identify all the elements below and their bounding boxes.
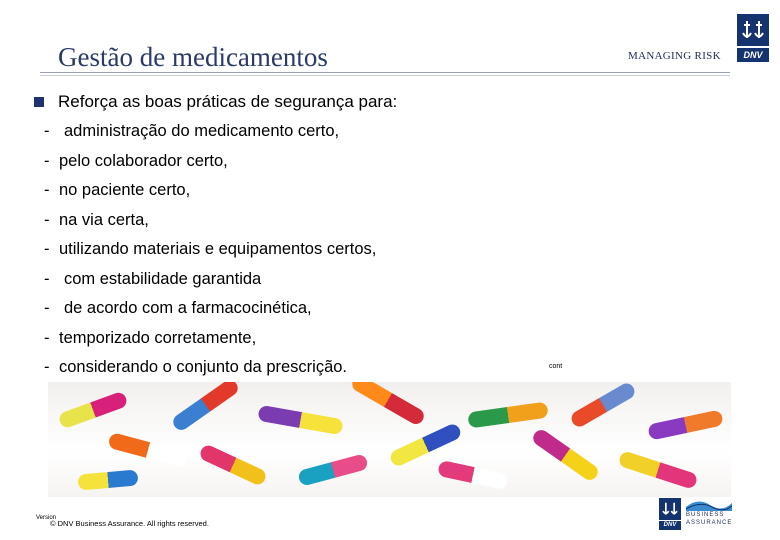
square-bullet-icon [34, 97, 44, 107]
lead-text: Reforça as boas práticas de segurança para: [58, 92, 398, 111]
title-rule [40, 72, 730, 73]
assurance-label: ASSURANCE [686, 520, 733, 526]
list-item: - considerando o conjunto da prescrição. [44, 358, 348, 376]
dnv-logo [737, 14, 769, 62]
lead-bullet [34, 92, 397, 112]
managing-risk-tagline: MANAGING RISK [628, 50, 721, 62]
list-item: - temporizado corretamente, [44, 328, 257, 347]
version-label: Version [36, 515, 57, 521]
practice-list [44, 122, 376, 388]
list-item: - administração do medicamento certo, [44, 122, 340, 140]
continued-label: cont [549, 363, 563, 370]
anchor-icon [659, 498, 681, 520]
dnv-footer-logo-text: DNV [659, 521, 681, 530]
copyright-text: © DNV Business Assurance. All rights reserved. [50, 519, 209, 528]
dnv-logo-text: DNV [737, 48, 769, 62]
dnv-footer-logo [659, 498, 681, 530]
list-item: - utilizando materiais e equipamentos certos, [44, 240, 377, 258]
pills-photo [48, 382, 731, 497]
list-item: - no paciente certo, [44, 181, 191, 199]
business-assurance-logo [686, 497, 732, 531]
anchor-icon [737, 14, 769, 46]
list-item: - na via certa, [44, 210, 149, 229]
title-rule-secondary [40, 75, 730, 76]
slide-title: Gestão de medicamentos [58, 42, 328, 72]
business-label: BUSINESS [686, 512, 725, 518]
list-item: - com estabilidade garantida [44, 269, 262, 288]
list-item: - de acordo com a farmacocinética, [44, 299, 312, 317]
list-item: - pelo colaborador certo, [44, 151, 228, 170]
wave-icon [686, 497, 732, 511]
